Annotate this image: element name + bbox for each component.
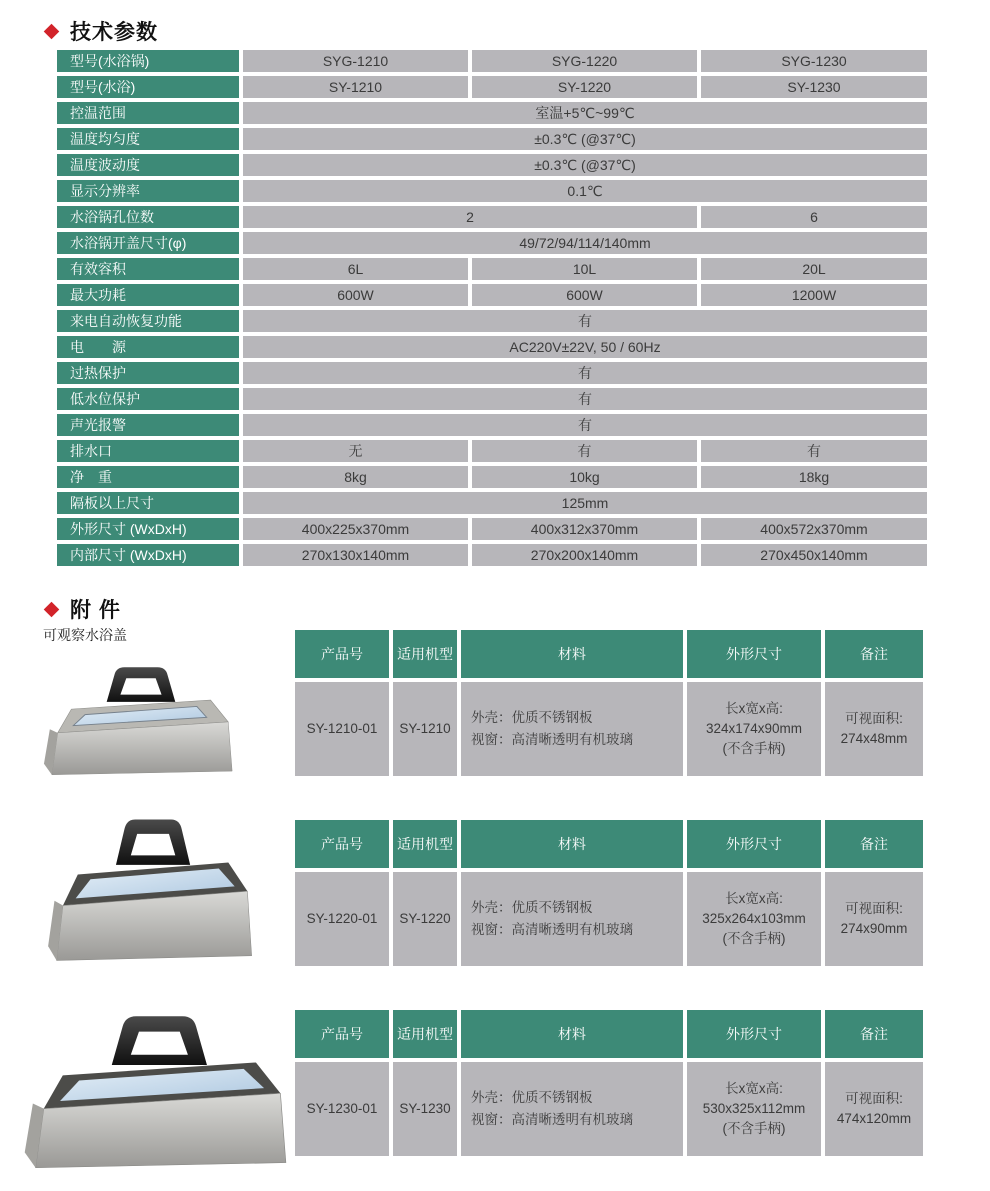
spec-cell: 有 (701, 440, 927, 462)
accessories-title: 附 件 (70, 599, 121, 622)
spec-cell: SY-1210 (243, 76, 468, 98)
accessories-subtitle: 可观察水浴盖 (43, 627, 127, 643)
spec-cell: 270x450x140mm (701, 544, 927, 566)
spec-row-label: 低水位保护 (57, 388, 239, 410)
spec-cell: 10L (472, 258, 697, 280)
acc-header-material: 材料 (461, 630, 683, 678)
accessory-header-row (295, 820, 923, 868)
acc-dims-line: 长x宽x高: (725, 891, 783, 906)
acc-material-line: 外壳：优质不锈钢板 (471, 900, 593, 915)
acc-header-model: 适用机型 (393, 1010, 457, 1058)
acc-dims-line: 530x325x112mm (702, 1101, 806, 1116)
acc-header-note: 备注 (825, 630, 923, 678)
acc-material-line: 视窗：高清晰透明有机玻璃 (471, 1112, 633, 1127)
spec-cell: 8kg (243, 466, 468, 488)
spec-row (57, 284, 927, 306)
spec-row-label: 水浴锅孔位数 (57, 206, 239, 228)
spec-cell: 2 (243, 206, 697, 228)
spec-cell: SYG-1220 (472, 50, 697, 72)
spec-cell: 有 (472, 440, 697, 462)
acc-material-line: 视窗：高清晰透明有机玻璃 (471, 922, 633, 937)
spec-row-label: 显示分辨率 (57, 180, 239, 202)
spec-row-label: 排水口 (57, 440, 239, 462)
spec-cell: 18kg (701, 466, 927, 488)
acc-note-line: 274x48mm (840, 731, 908, 746)
spec-cell: ±0.3℃ (@37℃) (243, 154, 927, 176)
spec-row (57, 232, 927, 254)
accessory-data-row (295, 682, 923, 776)
spec-cell: 6 (701, 206, 927, 228)
spec-cell: 600W (472, 284, 697, 306)
spec-cell: 125mm (243, 492, 927, 514)
spec-cell: SY-1220 (472, 76, 697, 98)
accessory-header-row (295, 1010, 923, 1058)
water-bath-cover-illustration (46, 810, 258, 970)
acc-header-product-no: 产品号 (295, 630, 389, 678)
acc-material (461, 872, 683, 966)
spec-cell: 6L (243, 258, 468, 280)
spec-cell: SYG-1210 (243, 50, 468, 72)
acc-model: SY-1210 (393, 682, 457, 776)
acc-note-line: 474x120mm (836, 1111, 912, 1126)
acc-material-line: 外壳：优质不锈钢板 (471, 1090, 593, 1105)
spec-cell: 400x225x370mm (243, 518, 468, 540)
acc-note-line: 可视面积: (845, 901, 903, 916)
spec-row-label: 型号(水浴) (57, 76, 239, 98)
spec-row-label: 内部尺寸 (WxDxH) (57, 544, 239, 566)
spec-row-label: 来电自动恢复功能 (57, 310, 239, 332)
acc-material-line: 视窗：高清晰透明有机玻璃 (471, 732, 633, 747)
acc-material (461, 1062, 683, 1156)
spec-cell: 270x130x140mm (243, 544, 468, 566)
spec-cell: 0.1℃ (243, 180, 927, 202)
spec-row (57, 50, 927, 72)
accessory-table (291, 816, 927, 970)
spec-row (57, 102, 927, 124)
spec-row-label: 隔板以上尺寸 (57, 492, 239, 514)
spec-row-label: 控温范围 (57, 102, 239, 124)
spec-row-label: 净 重 (57, 466, 239, 488)
spec-cell: SY-1230 (701, 76, 927, 98)
acc-model: SY-1220 (393, 872, 457, 966)
acc-header-note: 备注 (825, 820, 923, 868)
acc-dims-line: (不含手柄) (722, 931, 786, 946)
acc-dims-line: 325x264x103mm (702, 911, 806, 926)
acc-product-no: SY-1220-01 (295, 872, 389, 966)
diamond-bullet-icon (44, 601, 60, 617)
spec-row (57, 440, 927, 462)
spec-cell: SYG-1230 (701, 50, 927, 72)
spec-row-label: 水浴锅开盖尺寸(φ) (57, 232, 239, 254)
acc-header-note: 备注 (825, 1010, 923, 1058)
spec-row-label: 外形尺寸 (WxDxH) (57, 518, 239, 540)
acc-note-line: 274x90mm (840, 921, 908, 936)
acc-product-no: SY-1230-01 (295, 1062, 389, 1156)
spec-cell: 1200W (701, 284, 927, 306)
diamond-bullet-icon (44, 23, 60, 39)
spec-cell: 10kg (472, 466, 697, 488)
spec-row-label: 温度均匀度 (57, 128, 239, 150)
spec-table-body (57, 50, 927, 566)
spec-row (57, 180, 927, 202)
acc-dims-line: 324x174x90mm (705, 721, 803, 736)
accessory-table-grid (291, 626, 927, 780)
accessory-header-row (295, 630, 923, 678)
spec-row-label: 过热保护 (57, 362, 239, 384)
acc-note (825, 1062, 923, 1156)
spec-row (57, 544, 927, 566)
spec-cell: 无 (243, 440, 468, 462)
spec-cell: 400x572x370mm (701, 518, 927, 540)
accessories-title-row (46, 594, 121, 624)
acc-header-dims: 外形尺寸 (687, 820, 821, 868)
acc-note (825, 682, 923, 776)
spec-row-label: 有效容积 (57, 258, 239, 280)
water-bath-cover-illustration (22, 1006, 294, 1178)
accessory-data-row (295, 1062, 923, 1156)
spec-row-label: 温度波动度 (57, 154, 239, 176)
spec-row-label: 声光报警 (57, 414, 239, 436)
spec-row (57, 258, 927, 280)
spec-cell: 270x200x140mm (472, 544, 697, 566)
spec-row (57, 414, 927, 436)
accessory-table (291, 1006, 927, 1160)
accessory-table-grid (291, 816, 927, 970)
spec-row-label: 电 源 (57, 336, 239, 358)
spec-cell: 有 (243, 414, 927, 436)
acc-note-line: 可视面积: (845, 711, 903, 726)
spec-cell: 20L (701, 258, 927, 280)
spec-cell: 49/72/94/114/140mm (243, 232, 927, 254)
spec-row (57, 310, 927, 332)
spec-cell: ±0.3℃ (@37℃) (243, 128, 927, 150)
spec-cell: 有 (243, 388, 927, 410)
acc-header-dims: 外形尺寸 (687, 1010, 821, 1058)
spec-cell: 有 (243, 310, 927, 332)
acc-header-model: 适用机型 (393, 630, 457, 678)
tech-params-title: 技术参数 (70, 21, 158, 44)
accessory-table-grid (291, 1006, 927, 1160)
acc-header-product-no: 产品号 (295, 1010, 389, 1058)
spec-row (57, 492, 927, 514)
acc-model: SY-1230 (393, 1062, 457, 1156)
spec-row (57, 362, 927, 384)
spec-cell: 有 (243, 362, 927, 384)
product-image-sy-1230-01 (22, 1006, 294, 1178)
spec-cell: 400x312x370mm (472, 518, 697, 540)
spec-row (57, 336, 927, 358)
acc-header-model: 适用机型 (393, 820, 457, 868)
tech-params-title-row (46, 16, 158, 46)
acc-product-no: SY-1210-01 (295, 682, 389, 776)
spec-row (57, 466, 927, 488)
product-image-sy-1210-01 (42, 660, 238, 782)
spec-row (57, 388, 927, 410)
acc-dims (687, 872, 821, 966)
spec-row (57, 154, 927, 176)
spec-cell: 600W (243, 284, 468, 306)
acc-note (825, 872, 923, 966)
acc-dims (687, 682, 821, 776)
accessory-table (291, 626, 927, 780)
spec-row (57, 128, 927, 150)
acc-header-dims: 外形尺寸 (687, 630, 821, 678)
spec-row (57, 76, 927, 98)
acc-dims-line: 长x宽x高: (725, 1081, 783, 1096)
acc-material (461, 682, 683, 776)
spec-row-label: 型号(水浴锅) (57, 50, 239, 72)
acc-header-material: 材料 (461, 1010, 683, 1058)
spec-cell: AC220V±22V, 50 / 60Hz (243, 336, 927, 358)
spec-cell: 室温+5℃~99℃ (243, 102, 927, 124)
acc-header-material: 材料 (461, 820, 683, 868)
spec-row (57, 206, 927, 228)
acc-dims-line: 长x宽x高: (725, 701, 783, 716)
acc-dims (687, 1062, 821, 1156)
spec-row (57, 518, 927, 540)
acc-header-product-no: 产品号 (295, 820, 389, 868)
water-bath-cover-illustration (42, 660, 238, 782)
acc-dims-line: (不含手柄) (722, 741, 786, 756)
acc-dims-line: (不含手柄) (722, 1121, 786, 1136)
accessory-data-row (295, 872, 923, 966)
product-image-sy-1220-01 (46, 810, 258, 970)
acc-material-line: 外壳：优质不锈钢板 (471, 710, 593, 725)
spec-row-label: 最大功耗 (57, 284, 239, 306)
acc-note-line: 可视面积: (845, 1091, 903, 1106)
spec-table (53, 46, 931, 570)
